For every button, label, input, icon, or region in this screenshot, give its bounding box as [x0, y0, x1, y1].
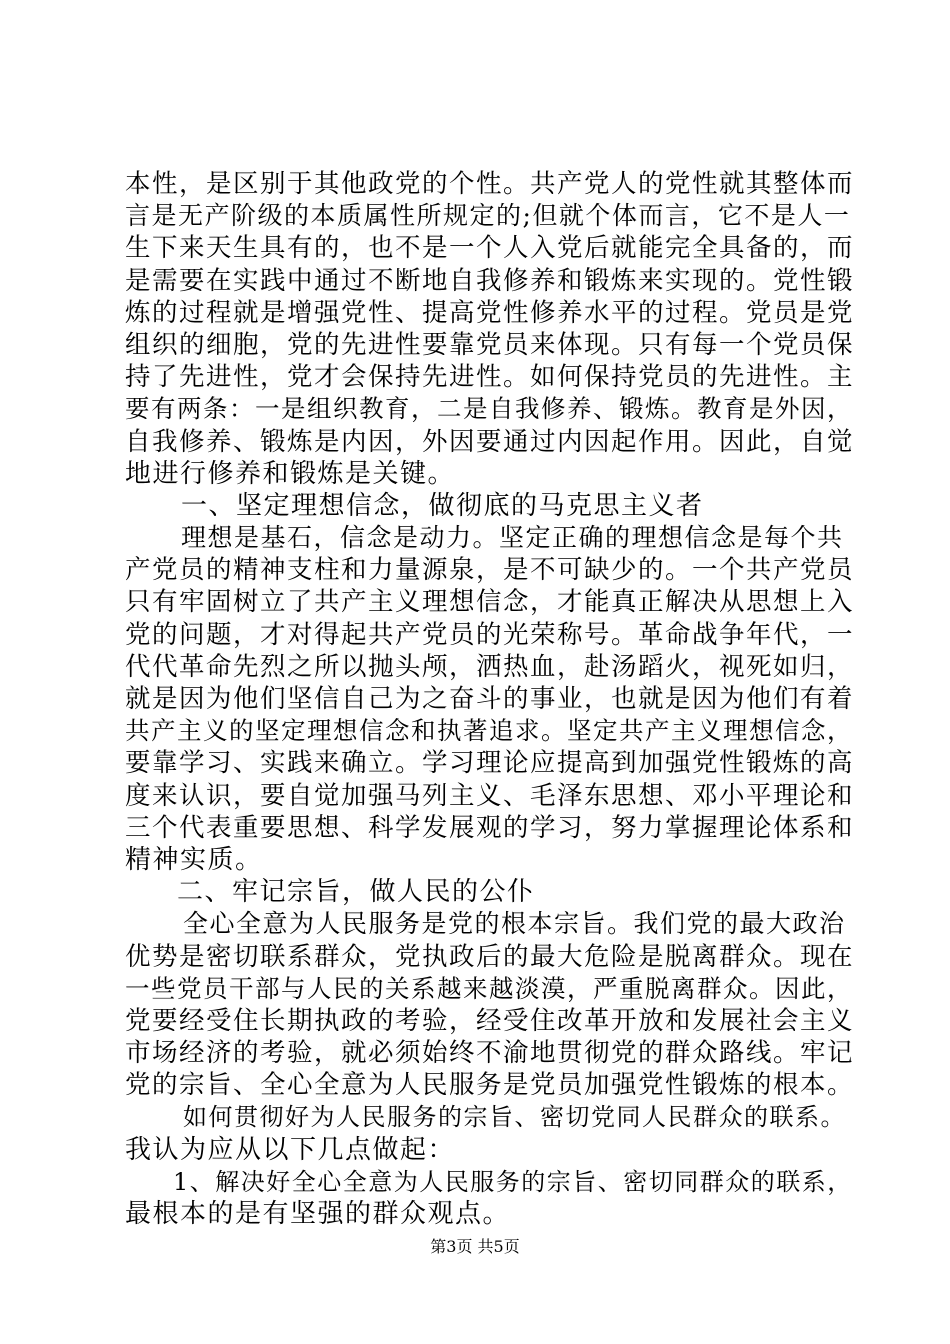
text-line: 炼的过程就是增强党性、提高党性修养水平的过程。党员是党	[125, 297, 855, 328]
text-line: 持了先进性，党才会保持先进性。如何保持党员的先进性。主	[125, 362, 855, 393]
text-line: 言是无产阶级的本质属性所规定的;但就个体而言，它不是人一	[125, 201, 851, 231]
text-line: 共产主义的坚定理想信念和执著追求。坚定共产主义理想信念，	[125, 716, 853, 746]
text-line: 本性，是区别于其他政党的个性。共产党人的党性就其整体而	[125, 169, 855, 199]
text-line: 市场经济的考验，就必须始终不渝地贯彻党的群众路线。牢记	[125, 1038, 855, 1069]
text-line: 党的宗旨、全心全意为人民服务是党员加强党性锻炼的根本。	[125, 1070, 855, 1101]
text-line: 优势是密切联系群众，党执政后的最大危险是脱离群众。现在	[125, 941, 855, 972]
text-line: 组织的细胞，党的先进性要靠党员来体现。只有每一个党员保	[125, 329, 855, 360]
document-body	[125, 168, 855, 1230]
text-line: 理想是基石，信念是动力。坚定正确的理想信念是每个共	[181, 523, 844, 553]
text-line: 要有两条：一是组织教育，二是自我修养、锻炼。教育是外因，	[125, 394, 853, 424]
text-line: 最根本的是有坚强的群众观点。	[125, 1199, 511, 1229]
text-line: 党的问题，才对得起共产党员的光荣称号。革命战争年代，一	[125, 619, 855, 650]
text-line: 三个代表重要思想、科学发展观的学习，努力掌握理论体系和	[125, 812, 855, 843]
text-line: 就是因为他们坚信自己为之奋斗的事业，也就是因为他们有着	[125, 684, 855, 714]
text-line: 1、解决好全心全意为人民服务的宗旨、密切同群众的联系，	[173, 1167, 853, 1196]
text-line: 二、牢记宗旨，做人民的公仆	[177, 877, 535, 908]
text-line: 一些党员干部与人民的关系越来越淡漠，严重脱离群众。因此，	[125, 973, 853, 1003]
text-line: 自我修养、锻炼是内因，外因要通过内因起作用。因此，自觉	[125, 426, 855, 457]
text-line: 代代革命先烈之所以抛头颅，洒热血，赴汤蹈火，视死如归，	[125, 651, 855, 682]
text-line: 党要经受住长期执政的考验，经受住改革开放和发展社会主义	[125, 1005, 855, 1036]
text-line: 度来认识，要自觉加强马列主义、毛泽东思想、邓小平理论和	[125, 780, 855, 811]
page-footer: 第3页 共5页	[430, 1237, 520, 1256]
text-line: 产党员的精神支柱和力量源泉，是不可缺少的。一个共产党员	[125, 555, 855, 586]
text-line: 全心全意为人民服务是党的根本宗旨。我们党的最大政治	[183, 909, 846, 939]
text-line: 要靠学习、实践来确立。学习理论应提高到加强党性锻炼的高	[125, 748, 855, 779]
text-line: 精神实质。	[125, 844, 263, 875]
text-line: 一、坚定理想信念，做彻底的马克思主义者	[181, 490, 704, 521]
text-line: 地进行修养和锻炼是关键。	[125, 458, 456, 489]
text-line: 是需要在实践中通过不断地自我修养和锻炼来实现的。党性锻	[125, 265, 855, 296]
text-line: 如何贯彻好为人民服务的宗旨、密切党同人民群众的联系。	[183, 1103, 846, 1132]
text-line: 只有牢固树立了共产主义理想信念，才能真正解决从思想上入	[125, 587, 855, 618]
text-line: 生下来天生具有的，也不是一个人入党后就能完全具备的，而	[125, 233, 855, 264]
text-line: 我认为应从以下几点做起：	[125, 1134, 456, 1165]
